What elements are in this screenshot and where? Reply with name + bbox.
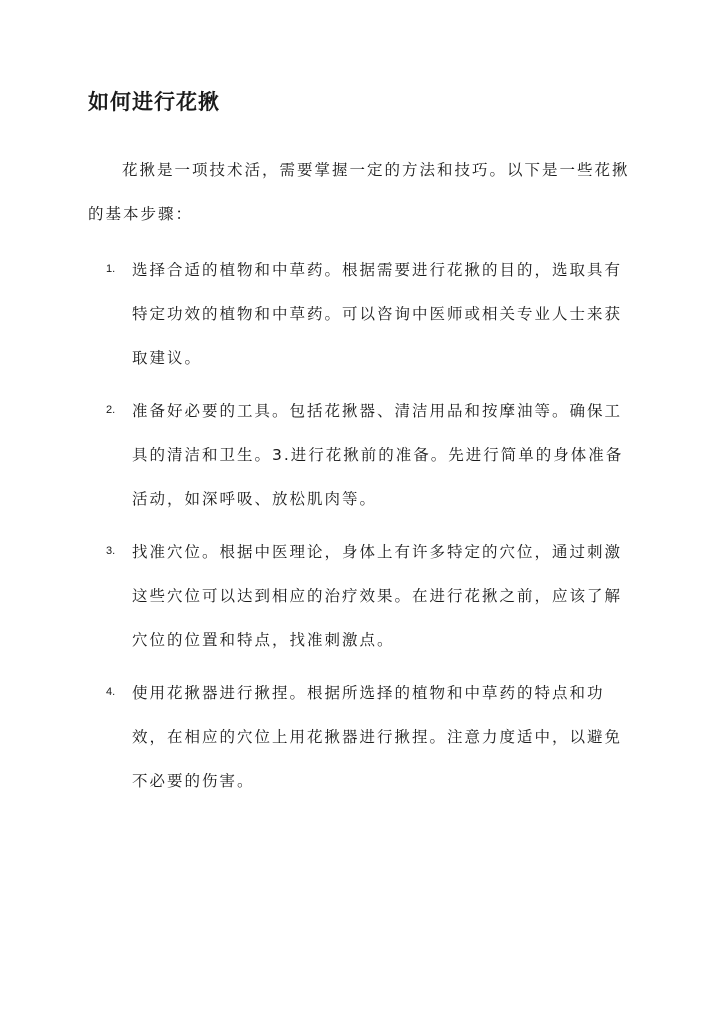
step-text: 选择合适的植物和中草药。根据需要进行花揪的目的，选取具有特定功效的植物和中草药。可以咨询中医师或相关专业人士来获取建议。 [132,261,623,367]
step-number: 1. [106,263,116,275]
step-text: 使用花揪器进行揪捏。根据所选择的植物和中草药的特点和功效，在相应的穴位上用花揪器进行揪捏。注意力度适中，以避免不必要的伤害。 [132,684,623,790]
step-number: 3. [106,545,116,557]
step-number: 4. [106,686,116,698]
step-number: 2. [106,404,116,416]
intro-paragraph: 花揪是一项技术活，需要掌握一定的方法和技巧。以下是一些花揪的基本步骤： [88,161,630,223]
step-text: 准备好必要的工具。包括花揪器、清洁用品和按摩油等。确保工具的清洁和卫生。3.进行花揪前的准备。先进行简单的身体准备活动，如深呼吸、放松肌肉等。 [132,402,624,508]
document-title: 如何进行花揪 [88,89,220,114]
step-text: 找准穴位。根据中医理论，身体上有许多特定的穴位，通过刺激这些穴位可以达到相应的治疗效果。在进行花揪之前，应该了解穴位的位置和特点，找准刺激点。 [132,543,623,649]
